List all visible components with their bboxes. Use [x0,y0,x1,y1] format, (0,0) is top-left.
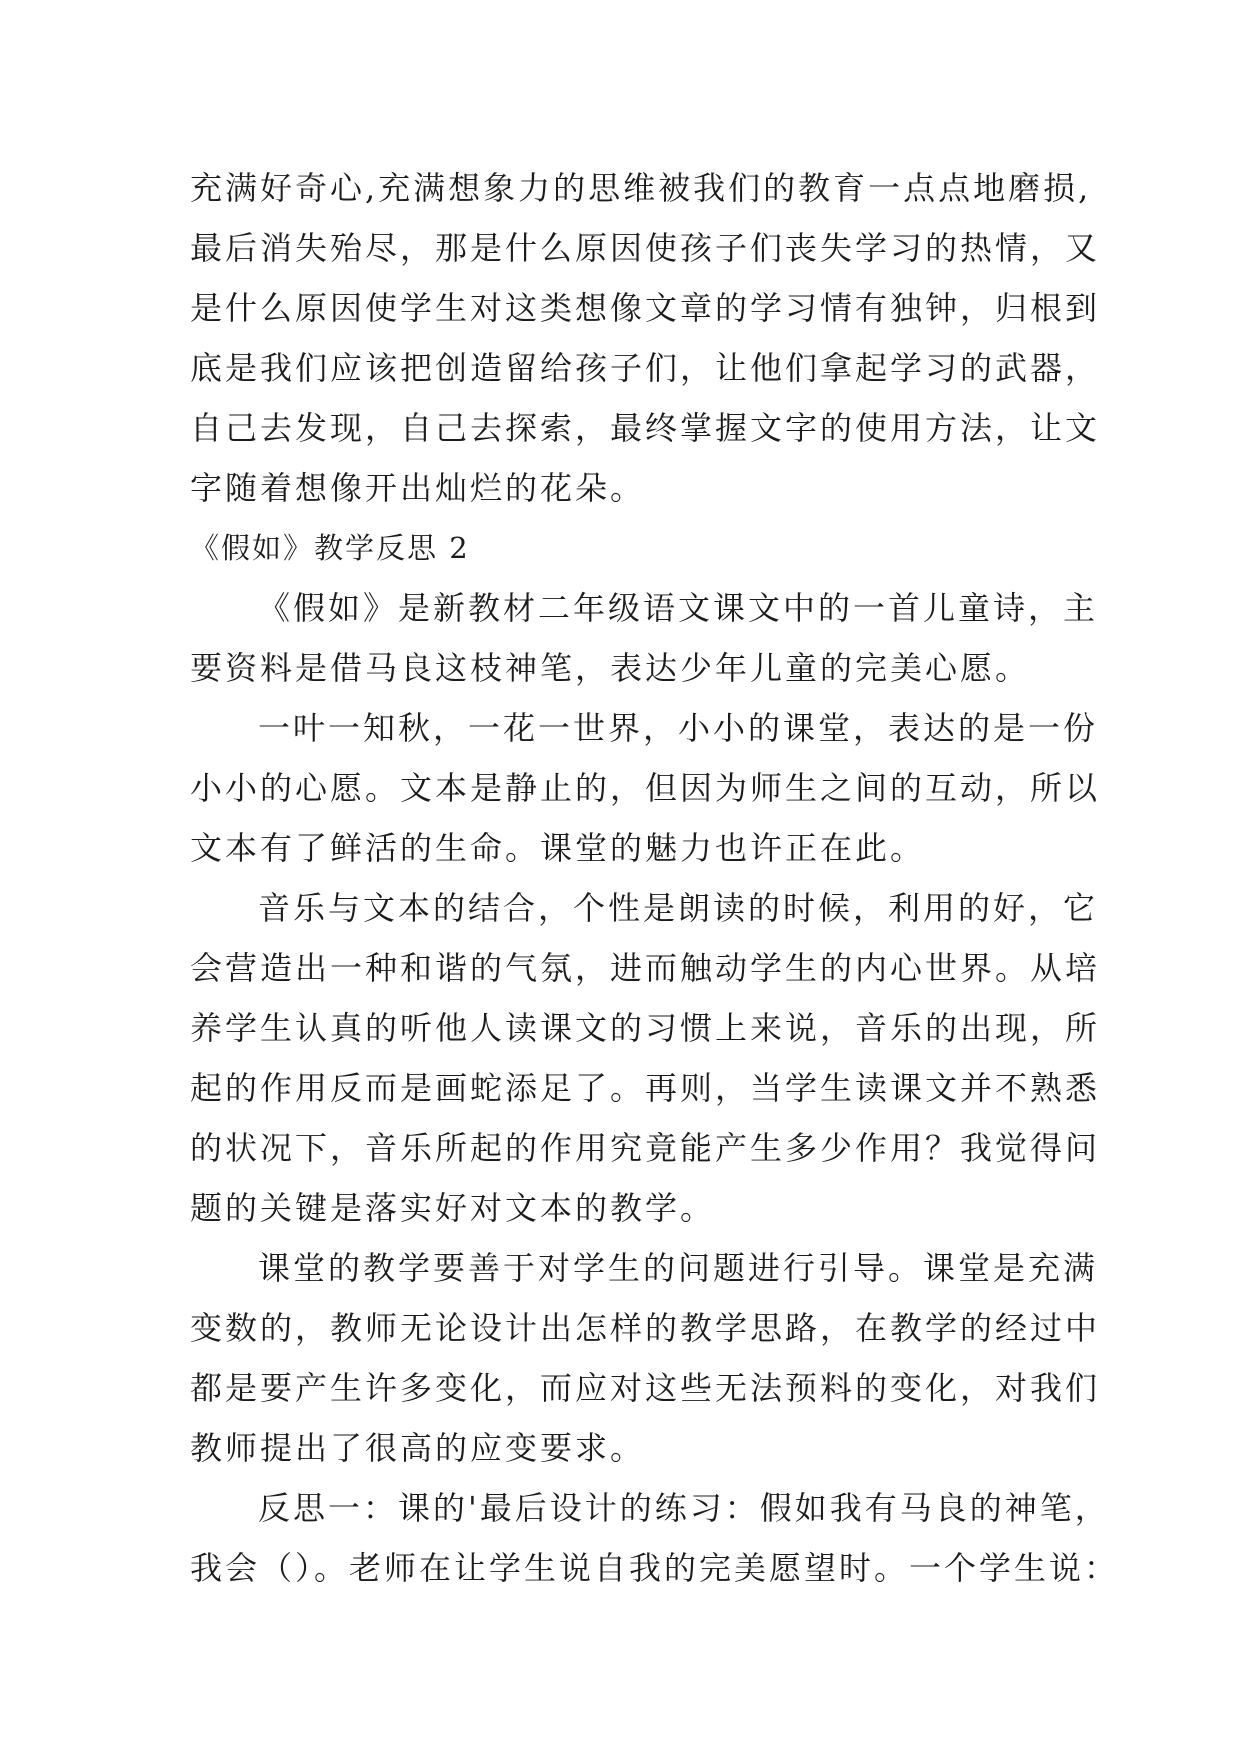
text-line: 变数的，教师无论设计出怎样的教学思路，在教学的经过中 [190,1309,1101,1347]
text-line: 小小的心愿。文本是静止的，但因为师生之间的互动，所以 [190,769,1101,807]
text-line: 一叶一知秋，一花一世界，小小的课堂，表达的是一份 [258,709,1099,747]
paragraph-intro [190,578,1099,698]
text-line: 养学生认真的听他人读课文的习惯上来说，音乐的出现，所 [190,1009,1101,1047]
text-line: 起的作用反而是画蛇添足了。再则，当学生读课文并不熟悉 [190,1069,1101,1107]
text-line: 自己去发现，自己去探索，最终掌握文字的使用方法，让文 [190,409,1101,447]
text-line: 题的关键是落实好对文本的教学。 [190,1189,716,1227]
text-line: 会营造出一种和谐的气氛，进而触动学生的内心世界。从培 [190,949,1101,987]
text-line: 都是要产生许多变化，而应对这些无法预料的变化，对我们 [190,1369,1101,1407]
paragraph-reflection-one [190,1478,1120,1598]
text-line: 底是我们应该把创造留给孩子们，让他们拿起学习的武器， [190,349,1101,387]
paragraph-music [190,878,1101,1238]
paragraph-continuation [190,158,1101,518]
text-line: 我会（）。老师在让学生说自我的完美愿望时。一个学生说： [190,1549,1120,1587]
text-line: 音乐与文本的结合，个性是朗读的时候，利用的好，它 [258,889,1099,927]
text-line: 是什么原因使学生对这类想像文章的学习情有独钟，归根到 [190,289,1101,327]
text-line: 充满好奇心,充满想象力的思维被我们的教育一点点地磨损, [190,169,1092,207]
paragraph-guidance [190,1238,1101,1478]
document-body [190,158,1120,1598]
text-line: 反思一：课的'最后设计的练习：假如我有马良的神笔， [258,1489,1110,1527]
text-line: 教师提出了很高的应变要求。 [190,1429,646,1467]
text-line: 课堂的教学要善于对学生的问题进行引导。课堂是充满 [258,1249,1099,1287]
section-heading: 《假如》教学反思 2 [190,531,470,565]
text-line: 要资料是借马良这枝神笔，表达少年儿童的完美心愿。 [190,649,1031,687]
text-line: 的状况下，音乐所起的作用究竟能产生多少作用？我觉得问 [190,1129,1101,1167]
text-line: 文本有了鲜活的生命。课堂的魅力也许正在此。 [190,829,926,867]
text-line: 最后消失殆尽，那是什么原因使孩子们丧失学习的热情，又 [190,229,1101,267]
text-line: 字随着想像开出灿烂的花朵。 [190,469,646,507]
paragraph-classroom [190,698,1101,878]
text-line: 《假如》是新教材二年级语文课文中的一首儿童诗，主 [258,589,1099,627]
